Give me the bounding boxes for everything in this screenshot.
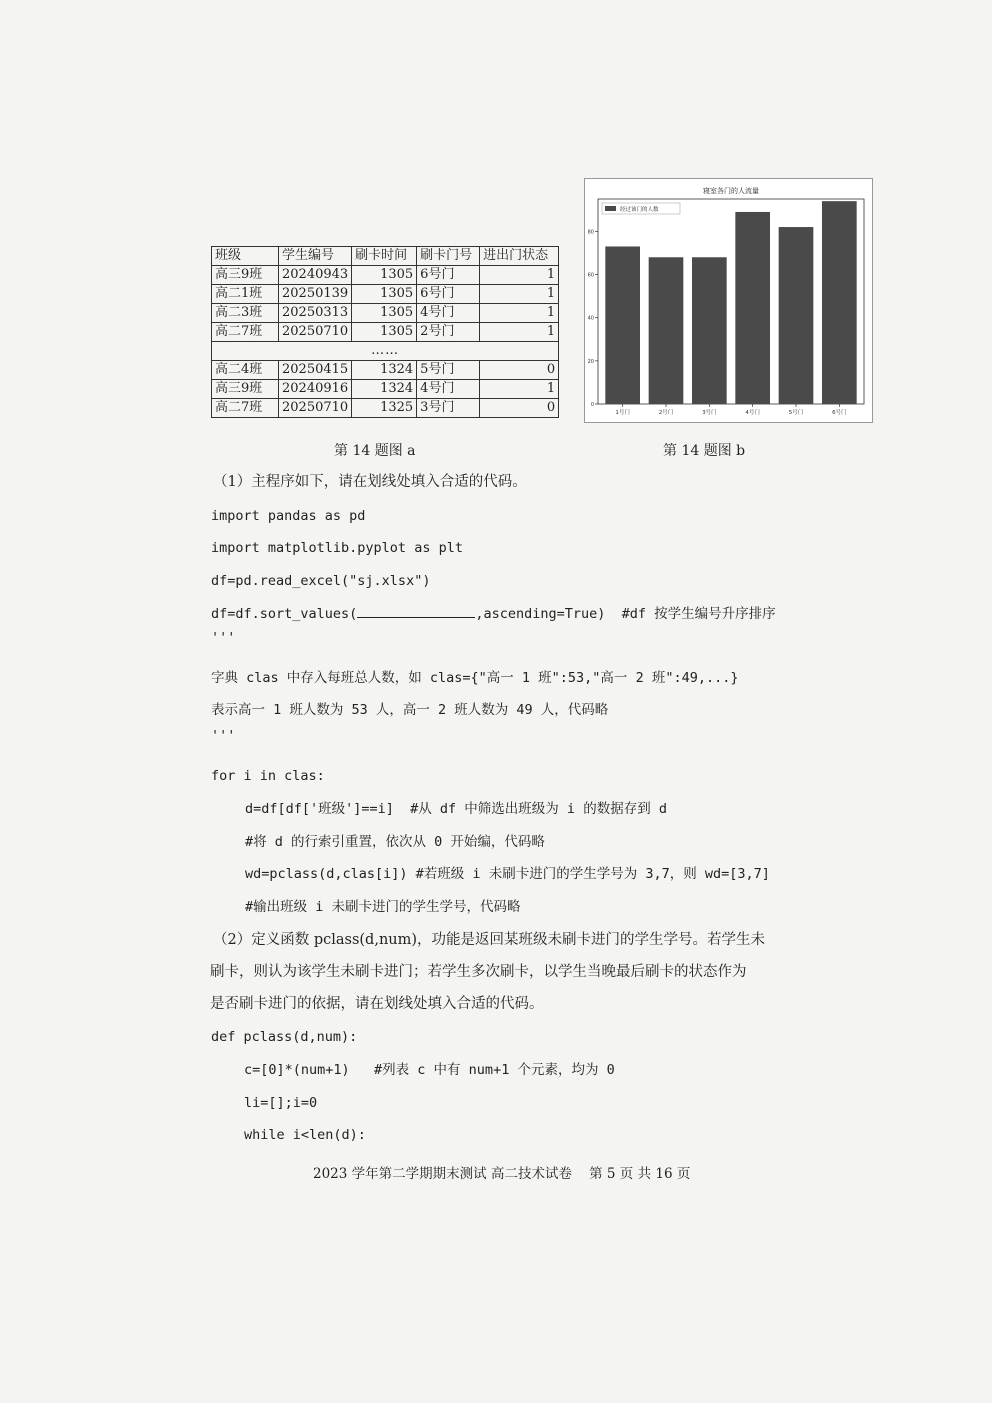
legend-swatch	[605, 206, 616, 211]
code-line-blank	[211, 603, 776, 624]
table-row	[212, 380, 559, 399]
code-fragment: df=df.sort_values(	[211, 606, 358, 622]
cell-student-id: 20250710	[279, 399, 352, 418]
bar-1号门	[605, 246, 640, 404]
header-class: 班级	[212, 247, 279, 266]
x-tick-label: 1号门	[615, 410, 630, 416]
code-line: #将 d 的行索引重置，依次从 0 开始编，代码略	[245, 834, 545, 850]
q2-text: 是否刷卡进门的依据，请在划线处填入合适的代码。	[210, 996, 544, 1012]
chart-title: 寝室各门的人流量	[703, 187, 759, 195]
answer-blank[interactable]	[357, 603, 475, 618]
code-line: while i<len(d):	[244, 1127, 366, 1143]
cell-state: 0	[480, 399, 559, 418]
code-line: 字典 clas 中存入每班总人数，如 clas={"高一 1 班":53,"高一 2 班":49,...}	[211, 670, 739, 686]
y-tick-label: 80	[587, 229, 594, 236]
bar-5号门	[779, 227, 814, 404]
bar-chart	[585, 179, 872, 422]
cell-swipe-time: 1305	[352, 266, 417, 285]
cell-swipe-time: 1325	[352, 399, 417, 418]
ellipsis: ……	[212, 342, 559, 361]
cell-door: 6号门	[417, 266, 480, 285]
code-line: '''	[211, 728, 236, 744]
figure-b-chart	[584, 178, 873, 423]
code-line: li=[];i=0	[244, 1095, 318, 1111]
cell-swipe-time: 1305	[352, 304, 417, 323]
table-ellipsis-row	[212, 342, 559, 361]
code-line: import matplotlib.pyplot as plt	[211, 540, 463, 556]
code-line: wd=pclass(d,clas[i]) #若班级 i 未刷卡进门的学生学号为 3,7，则 wd=[3,7]	[245, 866, 770, 882]
table-row	[212, 285, 559, 304]
header-state: 进出门状态	[480, 247, 559, 266]
cell-student-id: 20250710	[279, 323, 352, 342]
x-tick-label: 5号门	[788, 410, 804, 416]
header-swipe-time: 刷卡时间	[352, 247, 417, 266]
header-door: 刷卡门号	[417, 247, 480, 266]
cell-swipe-time: 1324	[352, 380, 417, 399]
code-fragment: ,ascending=True) #df 按学生编号升序排序	[475, 606, 776, 622]
bar-6号门	[822, 201, 857, 404]
y-tick-label: 60	[587, 272, 594, 279]
cell-class: 高二1班	[212, 285, 279, 304]
q1-intro: （1）主程序如下，请在划线处填入合适的代码。	[213, 474, 527, 490]
x-tick-label: 6号门	[832, 410, 847, 416]
caption-a: 第 14 题图 a	[334, 443, 416, 459]
y-tick-label: 20	[587, 358, 594, 365]
code-line: def pclass(d,num):	[211, 1029, 358, 1045]
bar-2号门	[649, 257, 684, 404]
figure-a-table	[211, 246, 559, 418]
cell-state: 1	[480, 380, 559, 399]
y-tick-label: 40	[587, 315, 594, 322]
cell-class: 高三9班	[212, 380, 279, 399]
bar-4号门	[735, 212, 770, 404]
cell-student-id: 20250139	[279, 285, 352, 304]
cell-state: 1	[480, 323, 559, 342]
code-line: import pandas as pd	[211, 508, 366, 524]
cell-student-id: 20240916	[279, 380, 352, 399]
code-line: for i in clas:	[211, 768, 325, 784]
cell-student-id: 20250313	[279, 304, 352, 323]
cell-class: 高二7班	[212, 399, 279, 418]
cell-class: 高二4班	[212, 361, 279, 380]
table-row	[212, 323, 559, 342]
q2-text: 刷卡，则认为该学生未刷卡进门；若学生多次刷卡，以学生当晚最后刷卡的状态作为	[210, 964, 747, 980]
cell-state: 1	[480, 285, 559, 304]
table-row	[212, 399, 559, 418]
cell-state: 0	[480, 361, 559, 380]
cell-swipe-time: 1305	[352, 323, 417, 342]
table-row	[212, 266, 559, 285]
code-line: '''	[211, 630, 236, 646]
x-tick-label: 2号门	[658, 410, 674, 416]
cell-door: 3号门	[417, 399, 480, 418]
code-line: df=pd.read_excel("sj.xlsx")	[211, 573, 431, 589]
y-tick-label: 0	[590, 402, 594, 408]
cell-swipe-time: 1305	[352, 285, 417, 304]
table-row	[212, 361, 559, 380]
cell-door: 2号门	[417, 323, 480, 342]
cell-state: 1	[480, 304, 559, 323]
caption-b: 第 14 题图 b	[663, 443, 746, 459]
cell-door: 5号门	[417, 361, 480, 380]
header-student-id: 学生编号	[279, 247, 352, 266]
legend-label: 经过该门的人数	[620, 207, 659, 213]
cell-door: 4号门	[417, 304, 480, 323]
cell-class: 高二7班	[212, 323, 279, 342]
cell-student-id: 20250415	[279, 361, 352, 380]
table-header-row	[212, 247, 559, 266]
q2-text: （2）定义函数 pclass(d,num)，功能是返回某班级未刷卡进门的学生学号。若学生未	[213, 932, 766, 948]
cell-class: 高二3班	[212, 304, 279, 323]
cell-student-id: 20240943	[279, 266, 352, 285]
cell-state: 1	[480, 266, 559, 285]
cell-class: 高三9班	[212, 266, 279, 285]
code-line: d=df[df['班级']==i] #从 df 中筛选出班级为 i 的数据存到 d	[245, 801, 667, 817]
cell-door: 6号门	[417, 285, 480, 304]
x-tick-label: 3号门	[702, 410, 717, 416]
code-line: #输出班级 i 未刷卡进门的学生学号，代码略	[245, 899, 521, 915]
page-footer: 2023 学年第二学期期末测试 高二技术试卷 第 5 页 共 16 页	[313, 1166, 691, 1182]
code-line: c=[0]*(num+1) #列表 c 中有 num+1 个元素，均为 0	[244, 1062, 615, 1078]
code-line: 表示高一 1 班人数为 53 人，高一 2 班人数为 49 人，代码略	[211, 702, 609, 718]
bar-3号门	[692, 257, 727, 404]
x-tick-label: 4号门	[745, 410, 760, 416]
cell-door: 4号门	[417, 380, 480, 399]
table-row	[212, 304, 559, 323]
cell-swipe-time: 1324	[352, 361, 417, 380]
